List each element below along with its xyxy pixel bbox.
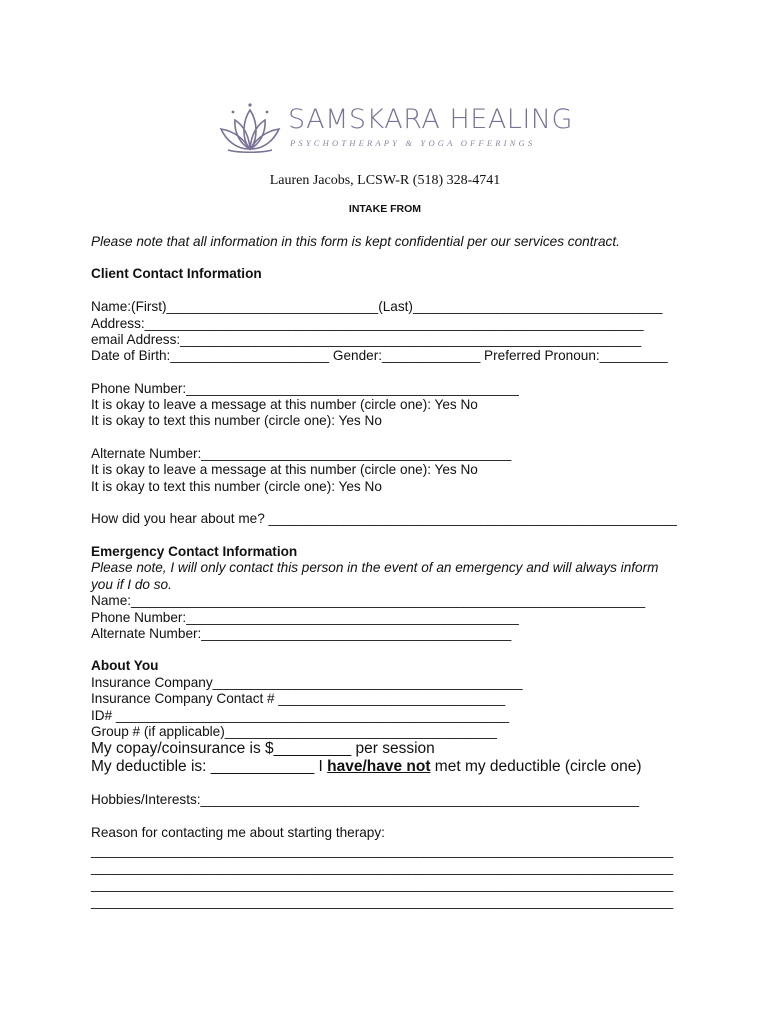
emergency-note: Please note, I will only contact this person in the event of an emergency and will always inform	[91, 560, 659, 575]
deductible-field[interactable]	[91, 759, 642, 775]
group-field[interactable]: Group # (if applicable)____________________________________	[91, 724, 497, 739]
emergency-section-heading: Emergency Contact Information	[91, 544, 298, 559]
deductible-prefix: My deductible is: ____________ I	[91, 758, 328, 775]
contact-line: Lauren Jacobs, LCSW-R (518) 328-4741	[269, 173, 501, 188]
reason-blank-line[interactable]: _____________________________________________________________________________	[91, 877, 674, 892]
address-field[interactable]: Address:__________________________________________________________________	[91, 316, 644, 331]
insurance-company-field[interactable]: Insurance Company_________________________________________	[91, 675, 523, 690]
alternate-message-option[interactable]: It is okay to leave a message at this number (circle one): Yes No	[91, 462, 478, 477]
brand-name: SAMSKARA HEALING	[288, 104, 573, 135]
alternate-phone-field[interactable]: Alternate Number:_________________________________________	[91, 446, 512, 461]
alternate-text-option[interactable]: It is okay to text this number (circle one): Yes No	[91, 479, 382, 494]
dob-gender-pronoun-field[interactable]: Date of Birth:_____________________ Gender:_____________ Preferred Pronoun:_________	[91, 348, 668, 363]
client-section-heading: Client Contact Information	[91, 266, 262, 281]
reason-blank-line[interactable]: _____________________________________________________________________________	[91, 894, 674, 909]
email-field[interactable]: email Address:_____________________________________________________________	[91, 332, 642, 347]
deductible-suffix: met my deductible (circle one)	[430, 758, 642, 775]
brand-tagline: PSYCHOTHERAPY & YOGA OFFERINGS	[290, 138, 536, 148]
insurance-contact-field[interactable]: Insurance Company Contact # ______________________________	[91, 691, 506, 706]
phone-message-option[interactable]: It is okay to leave a message at this number (circle one): Yes No	[91, 397, 478, 412]
form-title: INTAKE FROM	[348, 203, 422, 215]
phone-field[interactable]: Phone Number:____________________________________________	[91, 381, 519, 396]
confidentiality-notice: Please note that all information in this form is kept confidential per our services contract.	[91, 234, 620, 249]
about-section-heading: About You	[91, 658, 159, 673]
reason-blank-line[interactable]: _____________________________________________________________________________	[91, 860, 674, 875]
name-field[interactable]: Name:(First)____________________________(Last)_________________________________	[91, 299, 663, 314]
copay-field[interactable]: My copay/coinsurance is $_________ per session	[91, 740, 435, 757]
deductible-emphasis[interactable]: have/have not	[327, 758, 431, 775]
phone-text-option[interactable]: It is okay to text this number (circle one): Yes No	[91, 413, 382, 428]
emergency-note-cont: you if I do so.	[91, 577, 172, 592]
hobbies-field[interactable]: Hobbies/Interests:__________________________________________________________	[91, 792, 640, 807]
reason-blank-line[interactable]: _____________________________________________________________________________	[91, 843, 674, 858]
emergency-name-field[interactable]: Name:____________________________________________________________________	[91, 593, 646, 608]
reason-label: Reason for contacting me about starting therapy:	[91, 825, 385, 840]
referral-source-field[interactable]: How did you hear about me? ______________________________________________________	[91, 511, 677, 526]
emergency-phone-field[interactable]: Phone Number:____________________________________________	[91, 610, 519, 625]
id-field[interactable]: ID# ____________________________________________________	[91, 708, 510, 723]
emergency-alternate-field[interactable]: Alternate Number:_________________________________________	[91, 626, 512, 641]
